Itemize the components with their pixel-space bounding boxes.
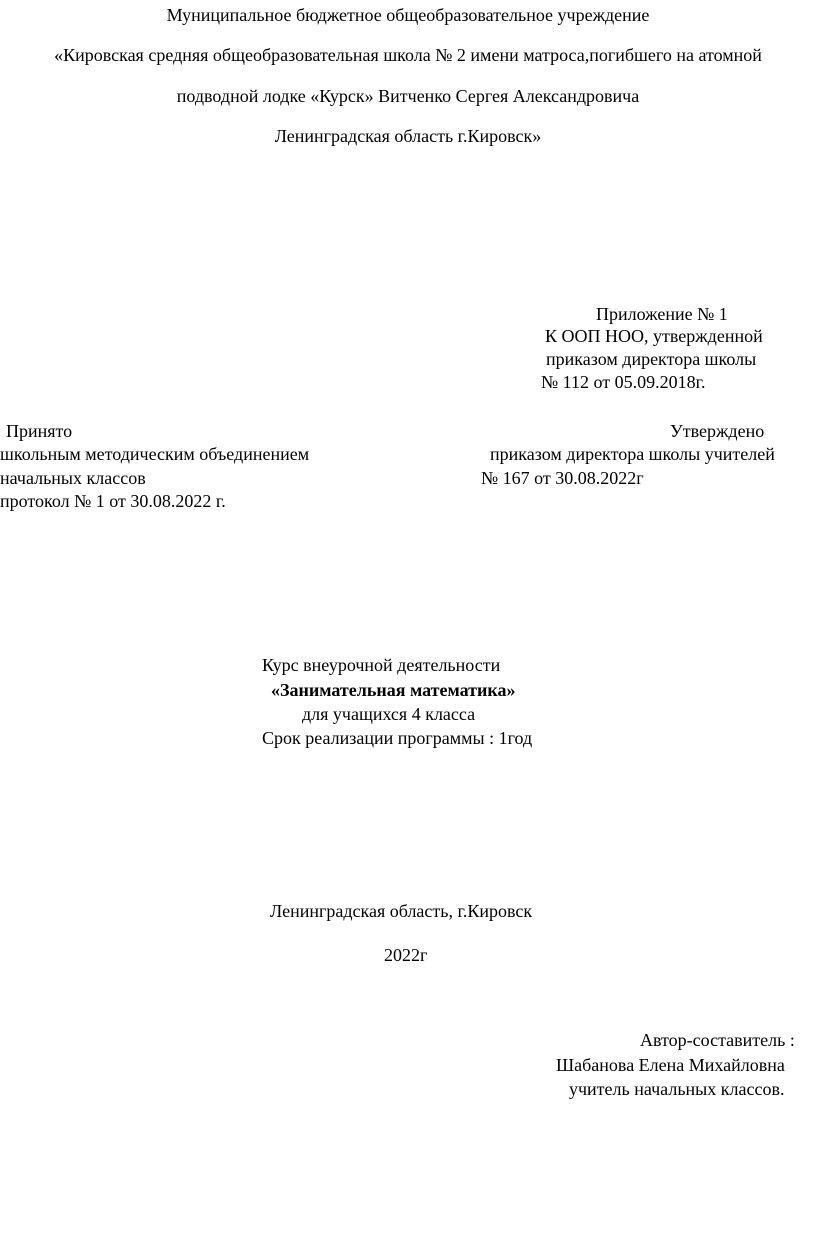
author-name: Шабанова Елена Михайловна — [556, 1055, 785, 1075]
course-title: «Занимательная математика» — [271, 680, 516, 700]
header-line-1: Муниципальное бюджетное общеобразовательное учреждение — [166, 5, 650, 25]
appendix-line-3: приказом директора школы — [546, 349, 757, 369]
appendix-line-4: № 112 от 05.09.2018г. — [541, 372, 706, 392]
accepted-title: Принято — [6, 421, 73, 441]
accepted-line-3: протокол № 1 от 30.08.2022 г. — [0, 491, 226, 511]
approved-line-1: приказом директора школы учителей — [490, 444, 775, 464]
approved-line-2: № 167 от 30.08.2022г — [481, 468, 644, 488]
header-line-2: «Кировская средняя общеобразовательная школа № 2 имени матроса,погибшего на атомной — [54, 45, 762, 65]
course-line-1: Курс внеурочной деятельности — [262, 655, 501, 675]
header-line-4: Ленинградская область г.Кировск» — [274, 126, 542, 146]
accepted-line-1: школьным методическим объединением — [0, 444, 310, 464]
appendix-line-2: К ООП НОО, утвержденной — [545, 326, 763, 346]
header-line-3: подводной лодке «Курск» Витченко Сергея Александровича — [176, 86, 640, 106]
place-year: 2022г — [384, 945, 428, 965]
course-line-4: Срок реализации программы : 1год — [262, 728, 533, 748]
author-label: Автор-составитель : — [640, 1030, 795, 1050]
place-region: Ленинградская область, г.Кировск — [270, 901, 533, 921]
author-position: учитель начальных классов. — [569, 1079, 785, 1099]
approved-title: Утверждено — [670, 421, 765, 441]
appendix-line-1: Приложение № 1 — [596, 304, 728, 324]
course-line-3: для учащихся 4 класса — [302, 704, 476, 724]
accepted-line-2: начальных классов — [0, 468, 146, 488]
